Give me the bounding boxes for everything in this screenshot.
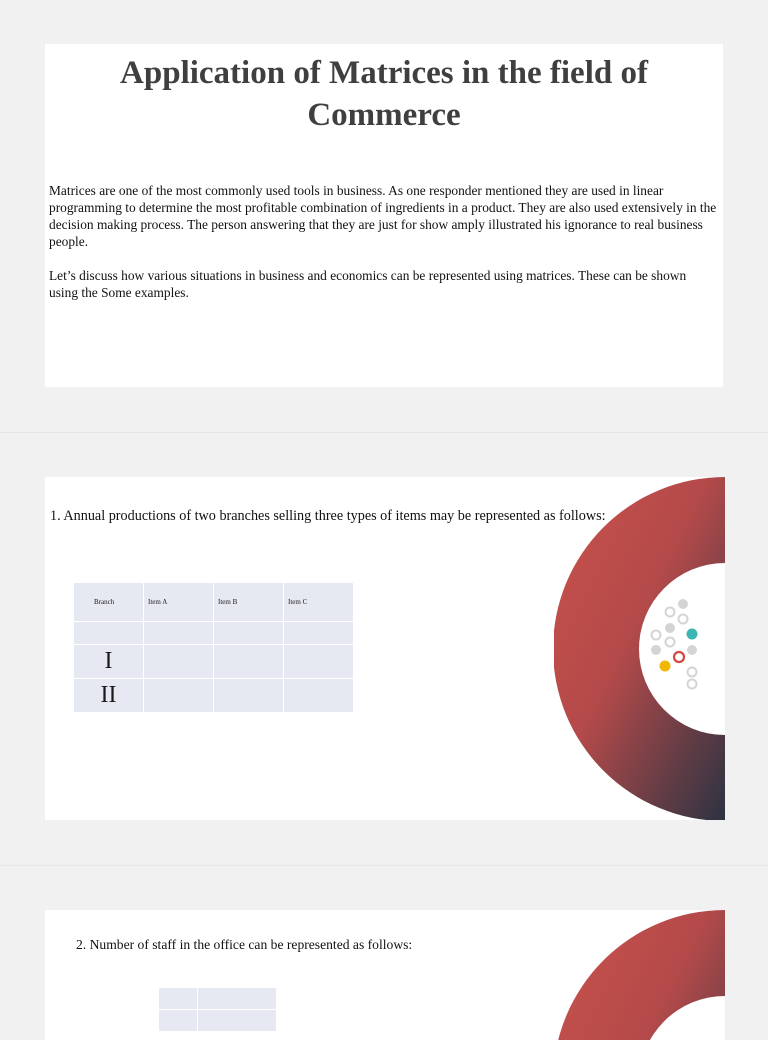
slide-1 — [45, 44, 723, 387]
table-cell — [198, 1010, 277, 1032]
slide-2 — [45, 477, 725, 820]
table-row — [74, 679, 354, 713]
staff-matrix-table — [158, 987, 277, 1032]
table-cell — [284, 622, 354, 645]
branch-label: II — [74, 679, 144, 713]
branch-label: I — [74, 645, 144, 679]
dots-pattern-icon — [651, 599, 698, 689]
table-header-cell: Item A — [144, 583, 214, 622]
decorative-ring-graphic — [554, 477, 725, 820]
question-1-text: 1. Annual productions of two branches selling three types of items may be represented as follows: — [50, 508, 606, 524]
table-cell — [284, 679, 354, 713]
intro-paragraph: Matrices are one of the most commonly used tools in business. As one responder mentioned they are used in linear programming to determine the most profitable combination of ingredients in a product. They are also used extensively in the decision making process. The person answering that they are just for show amply illustrated his ignorance to real business people. — [49, 183, 717, 249]
table-row — [159, 988, 277, 1010]
table-cell — [144, 679, 214, 713]
table-header-cell: Branch — [74, 583, 144, 622]
decorative-ring-shape — [554, 910, 725, 1040]
table-header-cell: Item B — [214, 583, 284, 622]
slide-divider — [0, 865, 768, 866]
table-cell — [198, 988, 277, 1010]
table-cell — [214, 679, 284, 713]
table-cell — [159, 988, 198, 1010]
slide-3 — [45, 910, 725, 1040]
table-row — [74, 645, 354, 679]
table-cell — [74, 622, 144, 645]
production-matrix-table — [73, 582, 354, 713]
decorative-ring-shape — [554, 477, 725, 820]
question-2-text: 2. Number of staff in the office can be represented as follows: — [76, 937, 413, 952]
table-cell — [214, 645, 284, 679]
table-cell — [284, 645, 354, 679]
table-row — [159, 1010, 277, 1032]
table-cell — [144, 622, 214, 645]
table-header-cell: Item C — [284, 583, 354, 622]
table-header-row — [74, 583, 354, 622]
page-title: Application of Matrices in the field of Commerce — [120, 55, 648, 133]
table-row — [74, 622, 354, 645]
examples-paragraph: Let’s discuss how various situations in business and economics can be represented using matrices. These can be shown using the Some examples. — [49, 268, 687, 300]
decorative-ring-graphic — [554, 910, 725, 1040]
table-cell — [214, 622, 284, 645]
table-cell — [159, 1010, 198, 1032]
slide-divider — [0, 432, 768, 433]
table-cell — [144, 645, 214, 679]
